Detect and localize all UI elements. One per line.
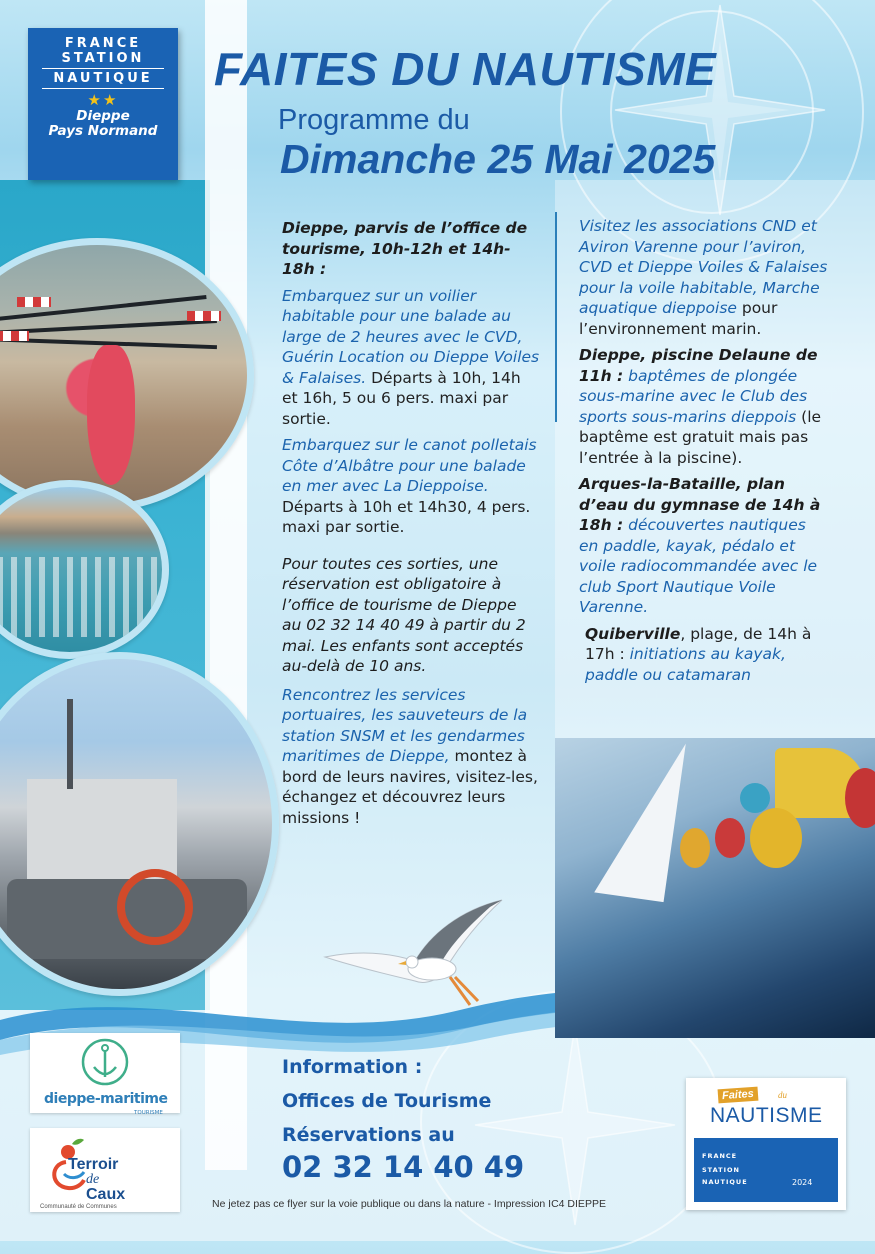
fdn-year: 2024 — [792, 1178, 813, 1187]
anchor-icon — [80, 1037, 130, 1087]
dieppe-maritime-logo — [30, 1033, 180, 1116]
paragraph-arques: Arques-la-Bataille, plan d’eau du gymnase de 14h à 18h : découvertes nautiques en paddle, kayak, pédalo et voile radiocommandée avec le club Sport Nautique Voile Varenne. — [579, 475, 821, 616]
paragraph-canot: Embarquez sur le canot polletais Côte d’Albâtre pour une balade en mer avec La Dieppoise. Départs à 10h et 14h30, 4 pers. maxi par sortie. — [282, 436, 537, 536]
dieppe-maritime-name: dieppe-maritime — [44, 1091, 168, 1107]
fdn-du: du — [778, 1090, 787, 1100]
fdn-nautique: NAUTIQUE — [702, 1178, 748, 1186]
page-title: FAITES DU NAUTISME — [214, 43, 717, 95]
terroir-sub: Communauté de Communes — [40, 1204, 117, 1210]
fdn-nautisme: NAUTISME — [710, 1104, 823, 1127]
info-heading: Information : — [282, 1056, 423, 1078]
paragraph-associations: Visitez les associations CND et Aviron Varenne pour l’aviron, CVD et Dieppe Voiles & Falaises pour la voile habitable, Marche aquatique dieppoise pour l’environnement marin. — [579, 217, 828, 338]
paragraph-services: Rencontrez les services portuaires, les sauveteurs de la station SNSM et les gendarmes maritimes de Dieppe, montez à bord de leurs navires, visitez-les, échangez et découvrez leurs missions ! — [282, 685, 538, 827]
star-icon: ★★ — [87, 91, 119, 109]
info-reservations: Réservations au — [282, 1124, 455, 1146]
terroir-line2: de — [86, 1172, 100, 1187]
paragraph-quiberville: Quiberville, plage, de 14h à 17h : initiations au kayak, paddle ou catamaran — [585, 624, 812, 684]
sailing-photo — [555, 738, 875, 1038]
faites-du-nautisme-logo — [686, 1078, 846, 1210]
info-offices: Offices de Tourisme — [282, 1090, 492, 1112]
france-station-nautique-logo — [28, 28, 178, 180]
fdn-blue-block — [694, 1138, 838, 1202]
fdn-faites: Faites — [718, 1087, 759, 1104]
dieppe-maritime-sub: TOURISME — [134, 1110, 163, 1116]
terroir-line3: Caux — [86, 1186, 126, 1203]
paragraph-dieppe-office: Dieppe, parvis de l’office de tourisme, 10h-12h et 14h-18h : — [282, 219, 528, 278]
logo-line-station: STATION — [61, 51, 145, 66]
fdn-france: FRANCE — [702, 1152, 738, 1160]
paragraph-reservation: Pour toutes ces sorties, une réservation est obligatoire à l’office de tourisme de Dieppe au 02 32 14 40 49 à partir du 2 mai. Les enfants sont acceptés au-delà de 10 ans. — [282, 554, 526, 675]
column-divider — [555, 212, 557, 422]
fdn-station: STATION — [702, 1166, 740, 1174]
event-date: Dimanche 25 Mai 2025 — [280, 136, 716, 182]
logo-place-pays-normand: Pays Normand — [48, 123, 158, 139]
logo-line-nautique: NAUTIQUE — [42, 68, 164, 89]
page-subtitle: Programme du — [278, 104, 470, 136]
paragraph-voilier: Embarquez sur un voilier habitable pour une balade au large de 2 heures avec le CVD, Guérin Location ou Dieppe Voiles & Falaises. Départs à 10h, 14h et 16h, 5 ou 6 pers. maxi par sortie. — [282, 286, 540, 428]
phone-number: 02 32 14 40 49 — [282, 1150, 525, 1184]
terroir-line1: Terroir — [68, 1156, 119, 1173]
terroir-de-caux-logo — [30, 1128, 180, 1212]
left-column — [282, 218, 540, 834]
paragraph-piscine: Dieppe, piscine Delaune de 11h : baptêmes de plongée sous-marine avec le Club des sports sous-marins dieppois (le baptême est gratuit mais pas l’entrée à la piscine). — [579, 346, 822, 467]
footer-notice: Ne jetez pas ce flyer sur la voie publique ou dans la nature - Impression IC4 DIEPPE — [212, 1198, 606, 1210]
seagull-icon — [320, 895, 510, 1010]
logo-place-dieppe: Dieppe — [76, 108, 130, 124]
logo-line-france: FRANCE — [64, 36, 142, 51]
right-column — [579, 216, 829, 691]
